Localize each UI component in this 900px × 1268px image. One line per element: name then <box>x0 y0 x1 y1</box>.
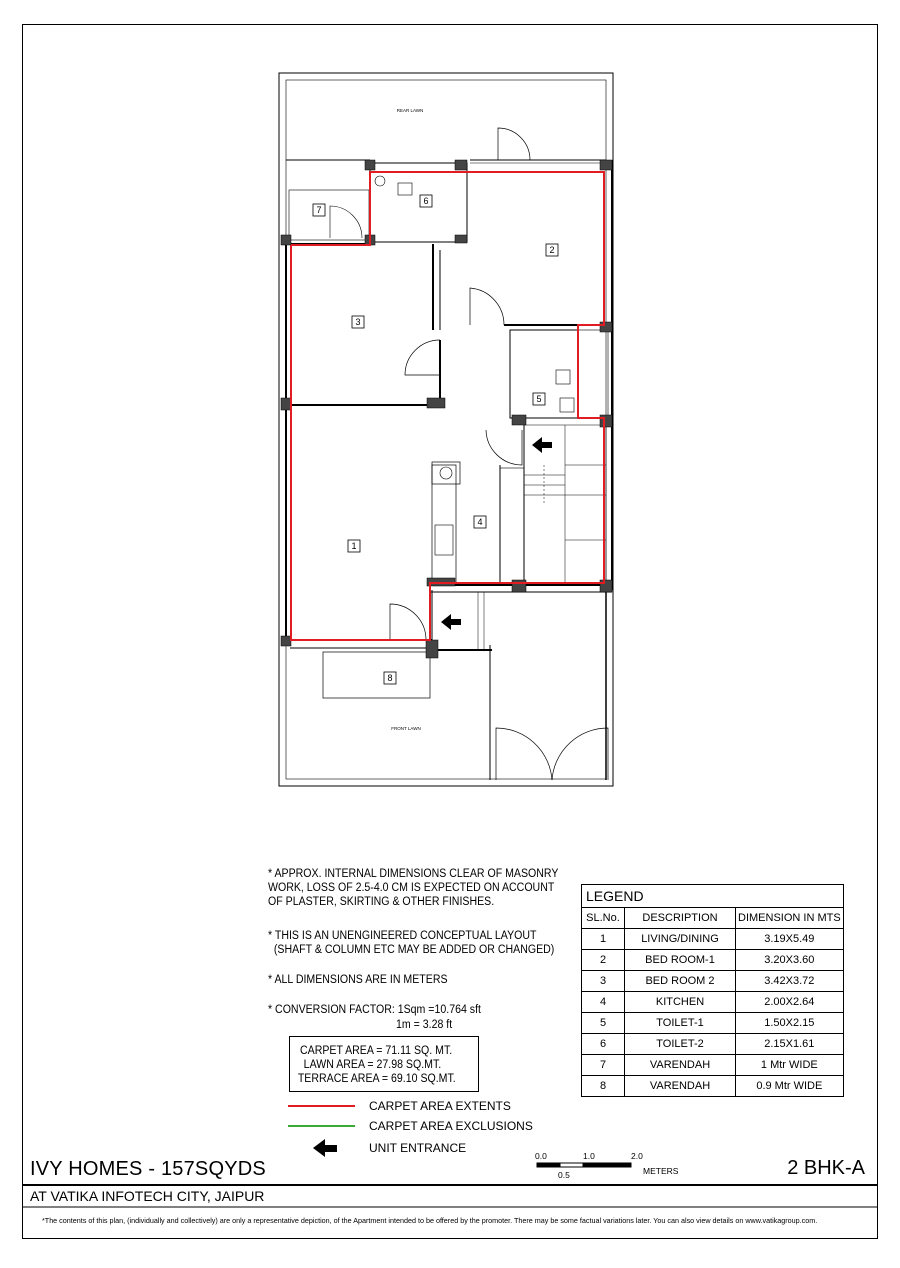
room-label-6: 6 <box>423 196 429 206</box>
note-conceptual: * THIS IS AN UNENGINEERED CONCEPTUAL LAYOUT (SHAFT & COLUMN ETC MAY BE ADDED OR CHANGED) <box>268 930 555 956</box>
scale-tick-0: 0.0 <box>535 1151 547 1161</box>
unit-entrance-arrow <box>441 437 552 630</box>
legend-cell: 2 <box>582 950 625 971</box>
project-location: AT VATIKA INFOTECH CITY, JAIPUR <box>30 1188 265 1204</box>
legend-cell: 1 <box>582 929 625 950</box>
note-conversion-ft: 1m = 3.28 ft <box>396 1019 453 1031</box>
legend-cell: 3.20X3.60 <box>736 950 844 971</box>
legend-row <box>582 950 844 971</box>
note-dimensions: * APPROX. INTERNAL DIMENSIONS CLEAR OF MASONRY WORK, LOSS OF 2.5-4.0 CM IS EXPECTED ON ACCOUNT OF PLASTER, SKIRTING & OTHER FINISHES. <box>268 868 559 908</box>
legend-cell: TOILET-2 <box>625 1034 736 1055</box>
legend-cell: 1 Mtr WIDE <box>736 1055 844 1076</box>
legend-cell: VARENDAH <box>625 1055 736 1076</box>
scale-tick-half: 0.5 <box>558 1170 570 1180</box>
legend-cell: BED ROOM 2 <box>625 971 736 992</box>
scale-bar <box>537 1163 631 1167</box>
legend-table <box>581 884 844 1097</box>
unit-type: 2 BHK-A <box>787 1157 865 1179</box>
legend-row <box>582 929 844 950</box>
legend-row <box>582 992 844 1013</box>
legend-cell: 3.19X5.49 <box>736 929 844 950</box>
legend-row <box>582 1076 844 1097</box>
room-label-8: 8 <box>387 673 393 683</box>
room-label-5: 5 <box>536 394 542 404</box>
door-swing <box>498 128 530 160</box>
lawn-area: LAWN AREA = 27.98 SQ.MT. <box>303 1059 442 1071</box>
rear-lawn-label: REAR LAWN <box>396 108 424 113</box>
area-summary-box <box>289 1036 479 1092</box>
carpet-area: CARPET AREA = 71.11 SQ. MT. <box>300 1045 453 1057</box>
legend-cell: 5 <box>582 1013 625 1034</box>
legend-cell: VARENDAH <box>625 1076 736 1097</box>
legend-cell: 6 <box>582 1034 625 1055</box>
room-label-4: 4 <box>477 517 483 527</box>
legend-cell: 1.50X2.15 <box>736 1013 844 1034</box>
key-entrance-label: UNIT ENTRANCE <box>369 1141 467 1155</box>
terrace-area: TERRACE AREA = 69.10 SQ.MT. <box>297 1073 456 1085</box>
legend-cell: 3.42X3.72 <box>736 971 844 992</box>
legend-cell: BED ROOM-1 <box>625 950 736 971</box>
legend-cell: TOILET-1 <box>625 1013 736 1034</box>
legend-row <box>582 971 844 992</box>
legend-cell: 8 <box>582 1076 625 1097</box>
scale-tick-1: 1.0 <box>583 1151 595 1161</box>
room-label-1: 1 <box>351 541 357 551</box>
note-units: * ALL DIMENSIONS ARE IN METERS <box>268 974 448 986</box>
plot-boundary <box>279 73 613 786</box>
legend-title: LEGEND <box>582 885 844 908</box>
legend-cell: 2.15X1.61 <box>736 1034 844 1055</box>
scale-tick-2: 2.0 <box>631 1151 643 1161</box>
scale-unit: METERS <box>643 1166 679 1176</box>
legend-row <box>582 1013 844 1034</box>
legend-cell: 4 <box>582 992 625 1013</box>
key-extents-label: CARPET AREA EXTENTS <box>369 1099 511 1113</box>
legend-cell: 2.00X2.64 <box>736 992 844 1013</box>
project-title: IVY HOMES - 157SQYDS <box>30 1158 266 1180</box>
legend-row <box>582 1034 844 1055</box>
room-label-7: 7 <box>316 205 322 215</box>
room-label-3: 3 <box>355 317 361 327</box>
legend-row <box>582 1055 844 1076</box>
room-label-2: 2 <box>549 245 555 255</box>
front-lawn-label: FRONT LAWN <box>391 726 421 731</box>
key-exclusions-label: CARPET AREA EXCLUSIONS <box>369 1119 533 1133</box>
legend-cell: 0.9 Mtr WIDE <box>736 1076 844 1097</box>
legend-header: SL.No. <box>582 908 625 929</box>
legend-header: DIMENSION IN MTS <box>736 908 844 929</box>
legend-cell: KITCHEN <box>625 992 736 1013</box>
legend-header: DESCRIPTION <box>625 908 736 929</box>
legend-cell: 7 <box>582 1055 625 1076</box>
note-conversion: * CONVERSION FACTOR: 1Sqm =10.764 sft <box>268 1004 481 1016</box>
legend-cell: LIVING/DINING <box>625 929 736 950</box>
legend-cell: 3 <box>582 971 625 992</box>
key-arrow-icon <box>313 1139 337 1157</box>
disclaimer-text: *The contents of this plan, (individually and collectively) are only a representative depiction, of the Apartment intended to be offered by the promoter. There may be some factual variations later. You can also view details on www.vatikagroup.com. <box>42 1216 818 1225</box>
